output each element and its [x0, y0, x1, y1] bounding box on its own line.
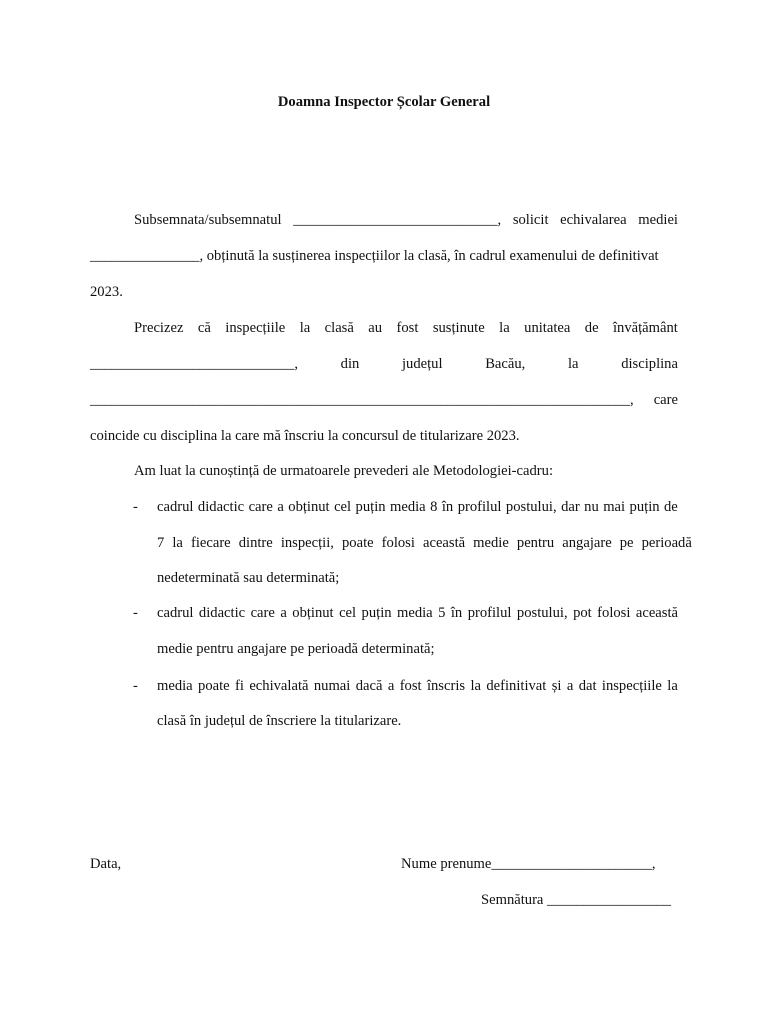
word: mai — [603, 499, 626, 515]
word: didactic — [197, 499, 245, 515]
signature-field-label: Semnătura _________________ — [481, 892, 672, 908]
word: poate — [198, 678, 230, 694]
word: cadrul — [157, 605, 194, 621]
text-fragment: mediei — [638, 212, 678, 228]
bullet-1-line-1 — [157, 498, 678, 516]
word: 8 — [430, 499, 438, 515]
word: la — [470, 678, 481, 694]
word: nu — [584, 499, 599, 515]
bullet-marker: - — [133, 678, 138, 694]
word: didactic — [198, 605, 246, 621]
word: au — [368, 320, 383, 336]
word: pe — [619, 535, 634, 551]
word: inspecțiile — [601, 678, 662, 694]
word: care — [250, 605, 275, 621]
document-title: Doamna Inspector Școlar General — [277, 94, 491, 110]
word: 5 — [438, 605, 446, 621]
word: inspecțiile — [225, 320, 286, 336]
bullet-marker: - — [133, 605, 138, 621]
paragraph-1-line-1 — [134, 211, 678, 229]
word: folosi — [381, 535, 415, 551]
word: susținute — [432, 320, 485, 336]
word: din — [340, 356, 360, 372]
paragraph-2-line-4: coincide cu disciplina la care mă înscriu la concursul de titularizare 2023. — [90, 428, 520, 444]
word: că — [197, 320, 211, 336]
word: această — [635, 605, 678, 621]
word: fi — [235, 678, 244, 694]
word: cadrul — [157, 499, 194, 515]
word: medie — [473, 535, 509, 551]
word: postului, — [516, 605, 568, 621]
word: profilul — [467, 605, 512, 621]
word: pot — [573, 605, 592, 621]
word: fost — [396, 320, 419, 336]
word: a — [566, 678, 574, 694]
word: în — [450, 605, 463, 621]
word: media — [157, 678, 193, 694]
word: cel — [339, 605, 357, 621]
paragraph-2-line-3 — [90, 391, 678, 409]
date-label: Data, — [90, 856, 122, 872]
word: postului, — [505, 499, 557, 515]
word: inspecții, — [280, 535, 334, 551]
word: înscris — [426, 678, 466, 694]
word: această — [422, 535, 466, 551]
name-field-label: Nume prenume______________________, — [401, 856, 656, 872]
word: ____________________________, — [90, 356, 298, 372]
word: la — [667, 678, 678, 694]
word: pentru — [516, 535, 555, 551]
word: Bacău, — [485, 356, 526, 372]
word: perioadă — [641, 535, 692, 551]
word: poate — [342, 535, 374, 551]
word: media — [390, 499, 426, 515]
word: a — [387, 678, 395, 694]
paragraph-2-line-2 — [90, 355, 678, 373]
paragraph-2-line-1 — [134, 319, 678, 337]
text-fragment: solicit — [512, 212, 549, 228]
word: puțin — [629, 499, 660, 515]
bullet-3-line-2: clasă în județul de înscriere la titularizare. — [157, 713, 402, 729]
text-fragment: Subsemnata/subsemnatul — [134, 212, 282, 228]
word: echivalată — [249, 678, 309, 694]
name-blank: ____________________________, — [293, 212, 502, 228]
word: media — [397, 605, 433, 621]
word: în — [441, 499, 454, 515]
word: județul — [401, 356, 443, 372]
word: unitatea — [524, 320, 571, 336]
bullet-marker: - — [133, 499, 138, 515]
word: învățământ — [613, 320, 678, 336]
word: Precizez — [134, 320, 184, 336]
word: dacă — [355, 678, 383, 694]
word: folosi — [597, 605, 631, 621]
word: a — [280, 605, 287, 621]
text-fragment: echivalarea — [560, 212, 627, 228]
paragraph-1-line-2: _______________, obținută la susținerea inspecțiilor la clasă, în cadrul examenului de definitivat — [90, 248, 659, 264]
bullet-3-line-1 — [157, 677, 678, 695]
word: disciplina — [621, 356, 678, 372]
word: angajare — [562, 535, 612, 551]
word: definitivat — [486, 678, 547, 694]
word: profilul — [457, 499, 502, 515]
word: cel — [334, 499, 352, 515]
word: la — [499, 320, 510, 336]
word: la — [172, 535, 183, 551]
paragraph-3: Am luat la cunoștință de urmatoarele prevederi ale Metodologiei-cadru: — [134, 463, 554, 479]
word: dat — [578, 678, 597, 694]
word: care — [653, 392, 678, 408]
word: de — [664, 499, 678, 515]
word: a — [277, 499, 284, 515]
word: dar — [561, 499, 580, 515]
word: și — [551, 678, 562, 694]
word: puțin — [361, 605, 392, 621]
word: puțin — [355, 499, 386, 515]
word: dintre — [238, 535, 273, 551]
word: la — [567, 356, 579, 372]
word: fiecare — [190, 535, 231, 551]
word: de — [584, 320, 599, 336]
word: numai — [313, 678, 351, 694]
bullet-1-line-3: nedeterminată sau determinată; — [157, 570, 340, 586]
word: fost — [399, 678, 422, 694]
word: clasă — [324, 320, 354, 336]
word: care — [248, 499, 273, 515]
word: obținut — [292, 605, 334, 621]
word: __________________________________________________________________________, — [90, 392, 634, 408]
bullet-2-line-1 — [157, 604, 678, 622]
bullet-2-line-2: medie pentru angajare pe perioadă determinată; — [157, 641, 435, 657]
paragraph-1-line-3: 2023. — [90, 284, 123, 300]
word: obținut — [288, 499, 330, 515]
word: 7 — [157, 535, 165, 551]
word: la — [299, 320, 311, 336]
bullet-1-line-2 — [157, 534, 692, 552]
